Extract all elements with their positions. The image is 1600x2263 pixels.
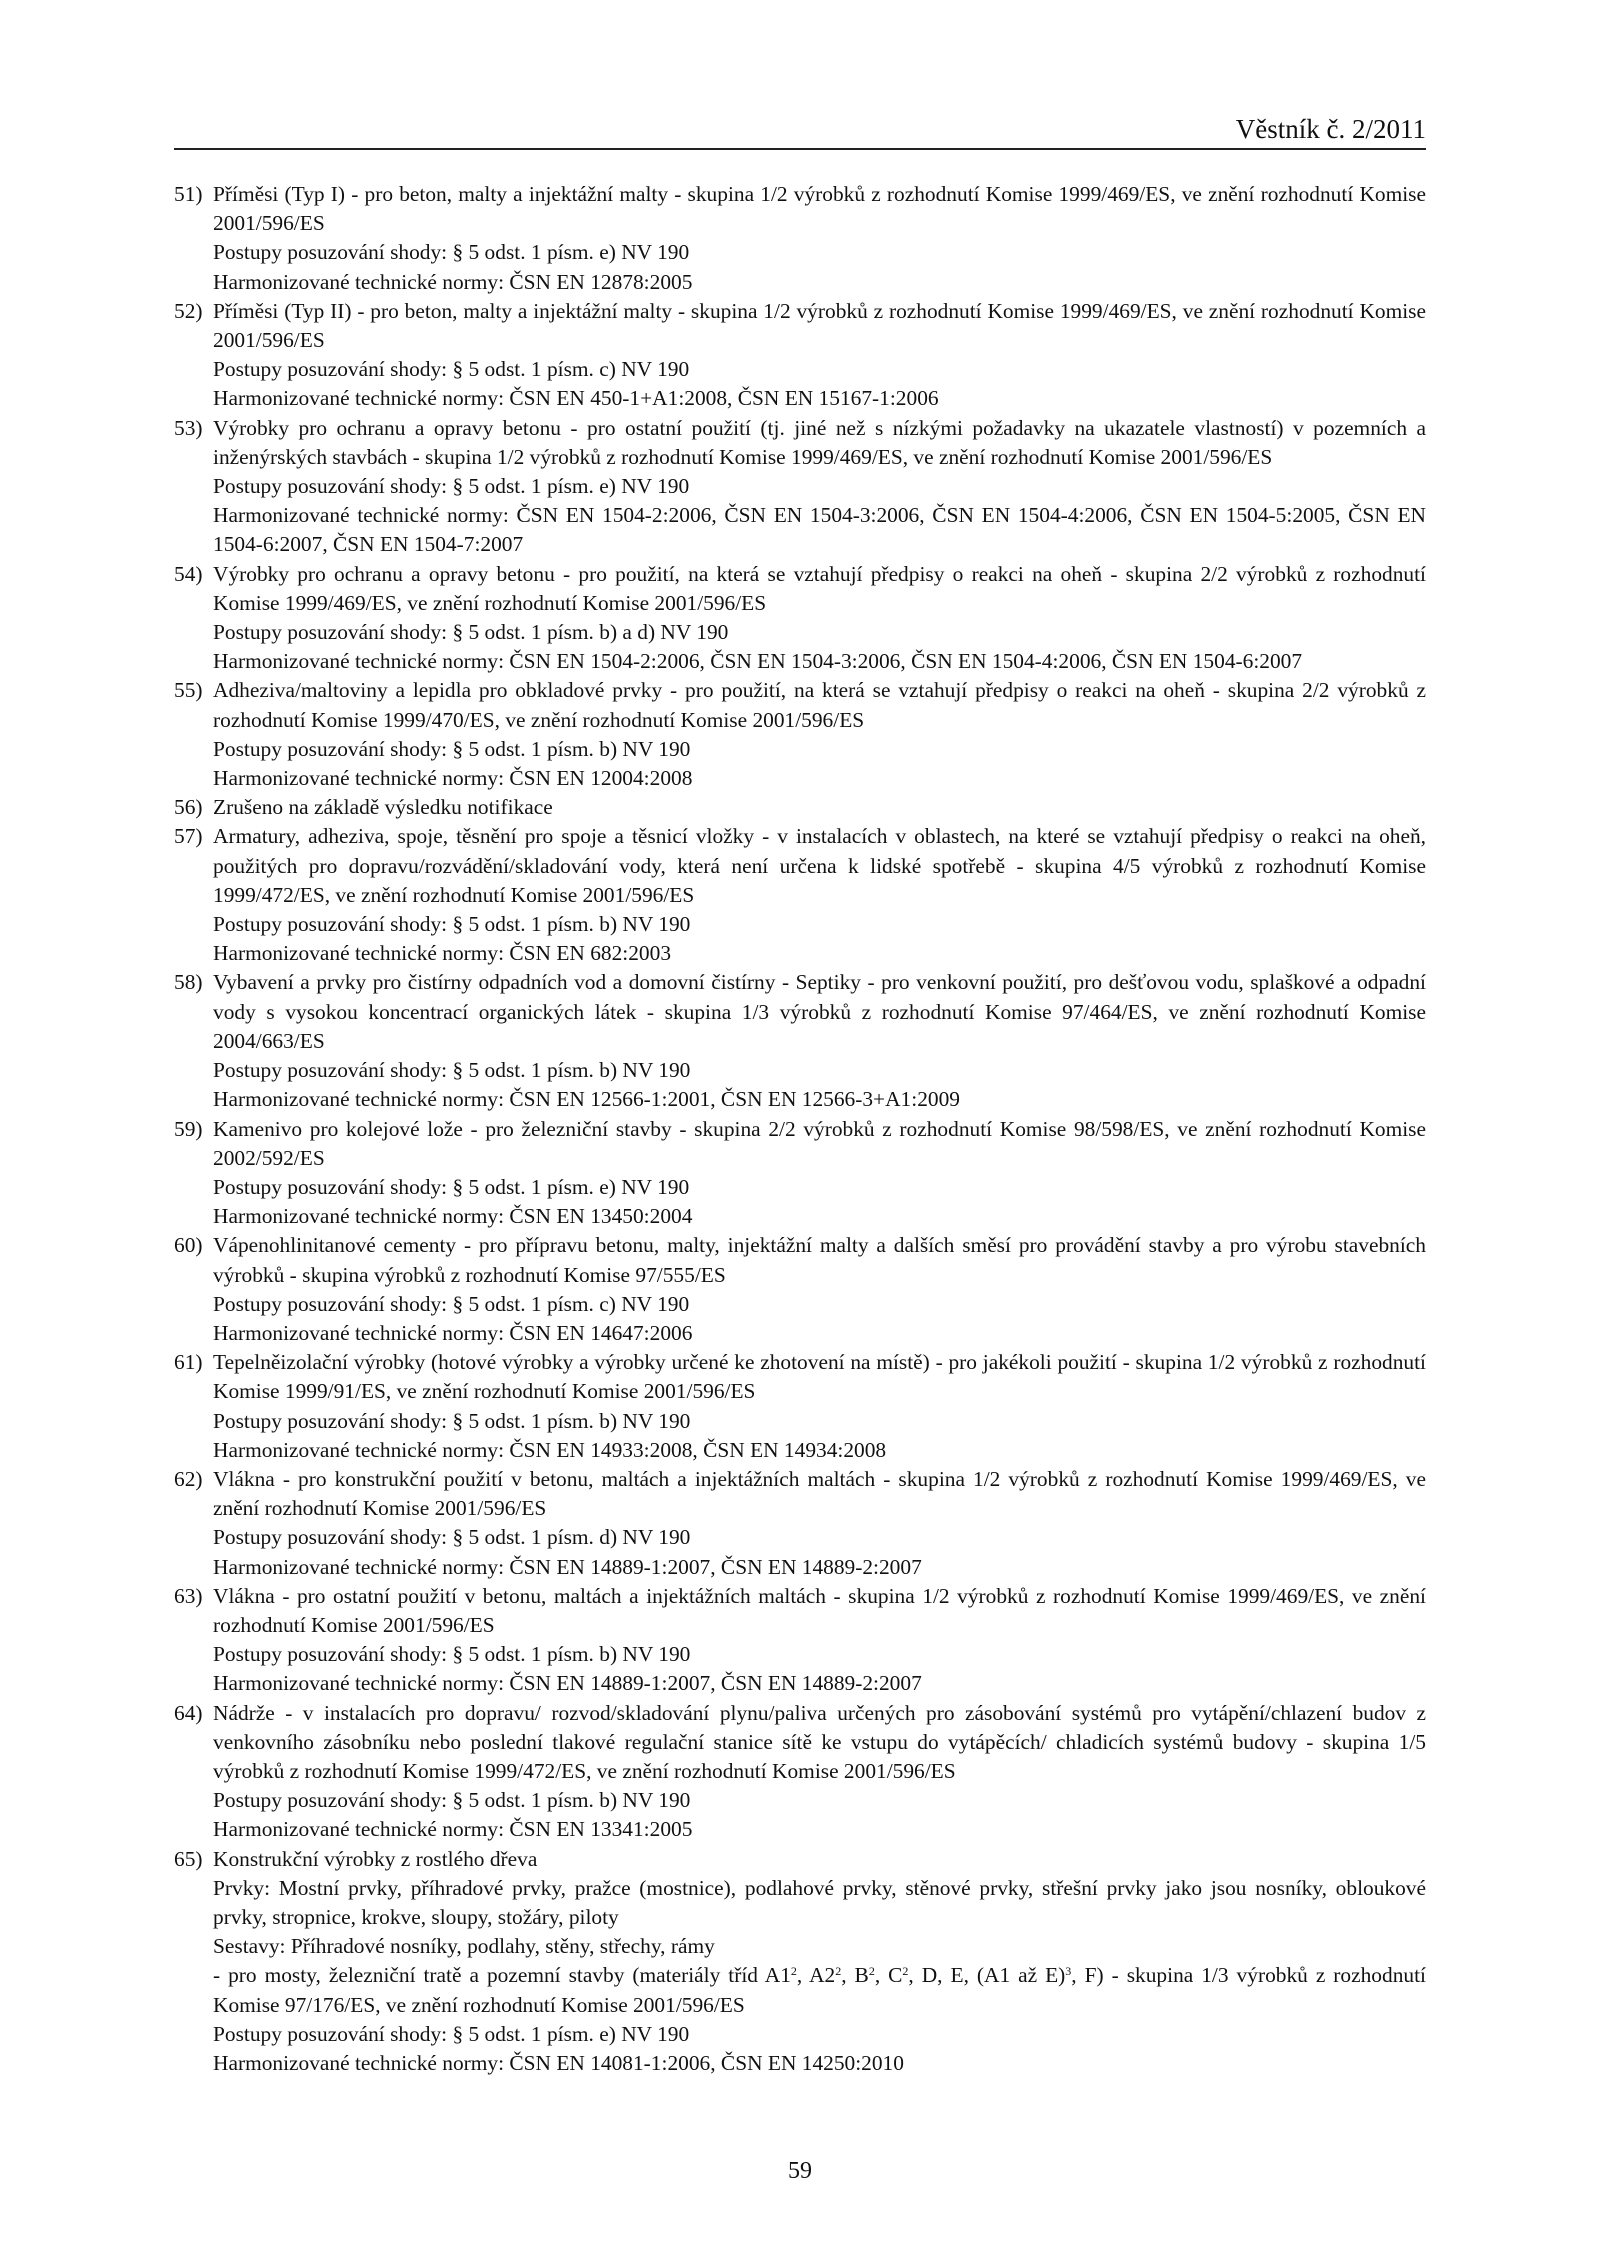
harmonized-standards: Harmonizované technické normy: ČSN EN 12878:2005 — [213, 269, 693, 294]
item-number: 56) — [174, 795, 203, 820]
list-item-53 — [174, 414, 1426, 560]
harmonized-standards: Harmonizované technické normy: ČSN EN 13341:2005 — [213, 1817, 693, 1842]
item-description: Zrušeno na základě výsledku notifikace — [213, 795, 553, 820]
harmonized-standards: Harmonizované technické normy: ČSN EN 682:2003 — [213, 941, 672, 966]
use-text: , C — [874, 1963, 903, 1988]
footnote-mark: 2 — [902, 1964, 909, 1979]
conformity-procedure: Postupy posuzování shody: § 5 odst. 1 písm. b) NV 190 — [213, 1058, 691, 1083]
item-description: Vlákna - pro ostatní použití v betonu, maltách a injektážních maltách - skupina 1/2 výrobků z rozhodnutí Komise 1999/469/ES, ve znění rozhodnutí Komise 2001/596/ES — [213, 1583, 1426, 1637]
item-number: 57) — [174, 824, 203, 849]
item-elements: Prvky: Mostní prvky, příhradové prvky, pražce (mostnice), podlahové prvky, stěnové prvky, střešní prvky jako jsou nosníky, obloukové prvky, stropnice, krokve, sloupy, stožáry, piloty — [213, 1875, 1426, 1929]
item-description: Tepelněizolační výrobky (hotové výrobky a výrobky určené ke zhotovení na místě) - pro jakékoli použití - skupina 1/2 výrobků z rozhodnutí Komise 1999/91/ES, ve znění rozhodnutí Komise 2001/596/ES — [213, 1350, 1426, 1404]
conformity-procedure: Postupy posuzování shody: § 5 odst. 1 písm. b) NV 190 — [213, 1642, 691, 1667]
item-number: 65) — [174, 1846, 203, 1871]
footnote-mark: 2 — [835, 1964, 842, 1979]
list-item-55 — [174, 676, 1426, 793]
list-item-51 — [174, 180, 1426, 297]
journal-title: Věstník č. 2/2011 — [1235, 114, 1426, 144]
conformity-procedure: Postupy posuzování shody: § 5 odst. 1 písm. b) NV 190 — [213, 736, 691, 761]
item-number: 63) — [174, 1583, 203, 1608]
list-item-61 — [174, 1348, 1426, 1465]
use-text: , F) - skupina 1/3 výrobků z rozhodnutí Komise 97/176/ES, ve znění rozhodnutí Komise 2001/596/ES — [213, 1963, 1426, 2017]
conformity-procedure: Postupy posuzování shody: § 5 odst. 1 písm. e) NV 190 — [213, 474, 690, 499]
harmonized-standards: Harmonizované technické normy: ČSN EN 1504-2:2006, ČSN EN 1504-3:2006, ČSN EN 1504-4:2006, ČSN EN 1504-5:2005, ČSN EN 1504-6:2007, ČSN EN 1504-7:2007 — [213, 503, 1426, 557]
conformity-procedure: Postupy posuzování shody: § 5 odst. 1 písm. e) NV 190 — [213, 2021, 690, 2046]
list-item-54 — [174, 560, 1426, 677]
item-description: Výrobky pro ochranu a opravy betonu - pro ostatní použití (tj. jiné než s nízkými požadavky na ukazatele vlastností) v pozemních a inženýrských stavbách - skupina 1/2 výrobků z rozhodnutí Komise 1999/469/ES, ve znění rozhodnutí Komise 2001/596/ES — [213, 415, 1426, 469]
item-description: Příměsi (Typ II) - pro beton, malty a injektážní malty - skupina 1/2 výrobků z rozhodnutí Komise 1999/469/ES, ve znění rozhodnutí Komise 2001/596/ES — [213, 298, 1426, 353]
conformity-procedure: Postupy posuzování shody: § 5 odst. 1 písm. e) NV 190 — [213, 1174, 690, 1199]
conformity-procedure: Postupy posuzování shody: § 5 odst. 1 písm. b) NV 190 — [213, 1408, 691, 1433]
item-list — [174, 180, 1426, 2078]
page-header — [174, 108, 1426, 150]
harmonized-standards: Harmonizované technické normy: ČSN EN 12566-1:2001, ČSN EN 12566-3+A1:2009 — [213, 1087, 960, 1112]
footnote-mark: 2 — [790, 1964, 797, 1979]
item-description: Adheziva/maltoviny a lepidla pro obkladové prvky - pro použití, na která se vztahují předpisy o reakci na oheň - skupina 2/2 výrobků z rozhodnutí Komise 1999/470/ES, ve znění rozhodnutí Komise 2001/596/ES — [213, 678, 1426, 732]
page-number: 59 — [788, 2158, 812, 2184]
item-number: 51) — [174, 182, 203, 206]
harmonized-standards: Harmonizované technické normy: ČSN EN 14889-1:2007, ČSN EN 14889-2:2007 — [213, 1554, 922, 1579]
list-item-59 — [174, 1115, 1426, 1232]
item-description: Příměsi (Typ I) - pro beton, malty a injektážní malty - skupina 1/2 výrobků z rozhodnutí Komise 1999/469/ES, ve znění rozhodnutí Komise 2001/596/ES — [213, 182, 1426, 236]
conformity-procedure: Postupy posuzování shody: § 5 odst. 1 písm. e) NV 190 — [213, 240, 690, 265]
conformity-procedure: Postupy posuzování shody: § 5 odst. 1 písm. b) NV 190 — [213, 912, 691, 937]
item-assemblies: Sestavy: Příhradové nosníky, podlahy, stěny, střechy, rámy — [213, 1934, 715, 1959]
harmonized-standards: Harmonizované technické normy: ČSN EN 14647:2006 — [213, 1320, 693, 1345]
conformity-procedure: Postupy posuzování shody: § 5 odst. 1 písm. c) NV 190 — [213, 1291, 690, 1316]
use-text: , D, E, (A1 až E) — [908, 1963, 1066, 1988]
footnote-mark: 2 — [868, 1964, 875, 1979]
footnote-mark: 3 — [1065, 1964, 1072, 1979]
conformity-procedure: Postupy posuzování shody: § 5 odst. 1 písm. b) a d) NV 190 — [213, 620, 729, 645]
harmonized-standards: Harmonizované technické normy: ČSN EN 1504-2:2006, ČSN EN 1504-3:2006, ČSN EN 1504-4:2006, ČSN EN 1504-6:2007 — [213, 649, 1303, 674]
list-item-60 — [174, 1231, 1426, 1348]
list-item-62 — [174, 1465, 1426, 1582]
item-description: Výrobky pro ochranu a opravy betonu - pro použití, na která se vztahují předpisy o reakci na oheň - skupina 2/2 výrobků z rozhodnutí Komise 1999/469/ES, ve znění rozhodnutí Komise 2001/596/ES — [213, 561, 1426, 615]
item-description: Kamenivo pro kolejové lože - pro železniční stavby - skupina 2/2 výrobků z rozhodnutí Komise 98/598/ES, ve znění rozhodnutí Komise 2002/592/ES — [213, 1116, 1426, 1170]
item-number: 52) — [174, 298, 203, 323]
item-number: 60) — [174, 1233, 203, 1258]
item-description: Vlákna - pro konstrukční použití v betonu, maltách a injektážních maltách - skupina 1/2 výrobků z rozhodnutí Komise 1999/469/ES, ve znění rozhodnutí Komise 2001/596/ES — [213, 1466, 1426, 1521]
list-item-63 — [174, 1582, 1426, 1699]
item-description: Nádrže - v instalacích pro dopravu/ rozvod/skladování plynu/paliva určených pro zásobování systémů pro vytápění/chlazení budov z venkovního zásobníku nebo poslední tlakové regulační stanice sítě ke vstupu do vytápěcích/ chladicích systémů budovy - skupina 1/5 výrobků z rozhodnutí Komise 1999/472/ES, ve znění rozhodnutí Komise 2001/596/ES — [213, 1700, 1426, 1783]
item-number: 55) — [174, 678, 203, 703]
list-item-56 — [174, 793, 1426, 822]
conformity-procedure: Postupy posuzování shody: § 5 odst. 1 písm. b) NV 190 — [213, 1788, 691, 1813]
harmonized-standards: Harmonizované technické normy: ČSN EN 13450:2004 — [213, 1204, 693, 1229]
item-number: 53) — [174, 415, 203, 440]
use-text: - pro mosty, železniční tratě a pozemní stavby (materiály tříd A1 — [213, 1963, 791, 1988]
use-text: , B — [841, 1963, 869, 1988]
item-description: Vybavení a prvky pro čistírny odpadních vod a domovní čistírny - Septiky - pro venkovní použití, pro dešťovou vodu, splaškové a odpadní vody s vysokou koncentrací organických látek - skupina 1/3 výrobků z rozhodnutí Komise 97/464/ES, ve znění rozhodnutí Komise 2004/663/ES — [213, 970, 1426, 1053]
harmonized-standards: Harmonizované technické normy: ČSN EN 14889-1:2007, ČSN EN 14889-2:2007 — [213, 1671, 922, 1696]
list-item-57 — [174, 822, 1426, 968]
harmonized-standards: Harmonizované technické normy: ČSN EN 14081-1:2006, ČSN EN 14250:2010 — [213, 2051, 904, 2075]
list-item-65 — [174, 1845, 1426, 2079]
item-number: 62) — [174, 1466, 203, 1491]
item-number: 58) — [174, 970, 203, 995]
item-number: 64) — [174, 1700, 203, 1725]
harmonized-standards: Harmonizované technické normy: ČSN EN 450-1+A1:2008, ČSN EN 15167-1:2006 — [213, 386, 939, 411]
conformity-procedure: Postupy posuzování shody: § 5 odst. 1 písm. c) NV 190 — [213, 357, 690, 382]
conformity-procedure: Postupy posuzování shody: § 5 odst. 1 písm. d) NV 190 — [213, 1525, 691, 1550]
use-text: , A2 — [796, 1963, 836, 1988]
harmonized-standards: Harmonizované technické normy: ČSN EN 12004:2008 — [213, 766, 693, 791]
harmonized-standards: Harmonizované technické normy: ČSN EN 14933:2008, ČSN EN 14934:2008 — [213, 1437, 887, 1462]
list-item-64 — [174, 1699, 1426, 1845]
list-item-58 — [174, 968, 1426, 1114]
item-number: 61) — [174, 1350, 203, 1375]
item-description: Konstrukční výrobky z rostlého dřeva — [213, 1846, 538, 1871]
item-number: 54) — [174, 561, 203, 586]
item-number: 59) — [174, 1116, 203, 1141]
item-intended-use — [213, 1961, 1426, 2019]
item-description: Vápenohlinitanové cementy - pro přípravu betonu, malty, injektážní malty a dalších směsí pro provádění stavby a pro výrobu stavebních výrobků - skupina výrobků z rozhodnutí Komise 97/555/ES — [213, 1233, 1426, 1287]
item-description: Armatury, adheziva, spoje, těsnění pro spoje a těsnicí vložky - v instalacích v oblastech, na které se vztahují předpisy o reakci na oheň, použitých pro dopravu/rozvádění/skladování vody, která není určena k lidské spotřebě - skupina 4/5 výrobků z rozhodnutí Komise 1999/472/ES, ve znění rozhodnutí Komise 2001/596/ES — [213, 824, 1426, 907]
list-item-52 — [174, 297, 1426, 414]
